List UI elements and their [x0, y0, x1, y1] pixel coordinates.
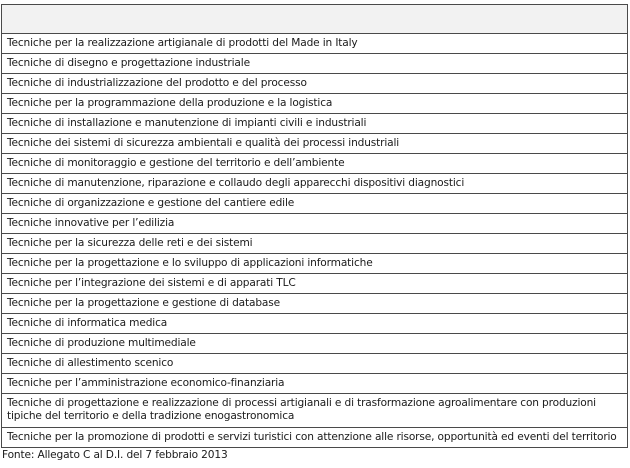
table-row: Tecniche per l’amministrazione economico-finanziaria — [2, 374, 627, 394]
source-note: Fonte: Allegato C al D.I. del 7 febbraio 2013 — [2, 449, 228, 461]
table-row: Tecniche innovative per l’edilizia — [2, 214, 627, 234]
table-row: Tecniche di produzione multimediale — [2, 334, 627, 354]
courses-table — [1, 4, 628, 448]
table-row: Tecniche di monitoraggio e gestione del territorio e dell’ambiente — [2, 154, 627, 174]
table-row: Tecniche per la progettazione e gestione di database — [2, 294, 627, 314]
table-row: Tecniche per la programmazione della produzione e la logistica — [2, 94, 627, 114]
table-row: Tecniche di disegno e progettazione industriale — [2, 54, 627, 74]
table-row: Tecniche per la sicurezza delle reti e dei sistemi — [2, 234, 627, 254]
table-row: Tecniche dei sistemi di sicurezza ambientali e qualità dei processi industriali — [2, 134, 627, 154]
table-row: Tecniche di organizzazione e gestione del cantiere edile — [2, 194, 627, 214]
table-row: Tecniche di installazione e manutenzione di impianti civili e industriali — [2, 114, 627, 134]
table-row: Tecniche per l’integrazione dei sistemi e di apparati TLC — [2, 274, 627, 294]
table-row: Tecniche di allestimento scenico — [2, 354, 627, 374]
table-row: Tecniche per la promozione di prodotti e servizi turistici con attenzione alle risorse, opportunità ed eventi del territorio — [7, 430, 617, 443]
table-row: Tecniche di manutenzione, riparazione e collaudo degli apparecchi dispositivi diagnostici — [2, 174, 627, 194]
table-row: Tecniche per la progettazione e lo sviluppo di applicazioni informatiche — [2, 254, 627, 274]
table-row: Tecniche di industrializzazione del prodotto e del processo — [2, 74, 627, 94]
table-header-band — [2, 5, 627, 34]
table-row: Tecniche di informatica medica — [2, 314, 627, 334]
table-row: Tecniche di progettazione e realizzazione di processi artigianali e di trasformazione agroalimentare con produzioni tipiche del territorio e della tradizione enogastronomica — [2, 394, 627, 428]
table-row: Tecniche per la realizzazione artigianale di prodotti del Made in Italy — [2, 34, 627, 54]
